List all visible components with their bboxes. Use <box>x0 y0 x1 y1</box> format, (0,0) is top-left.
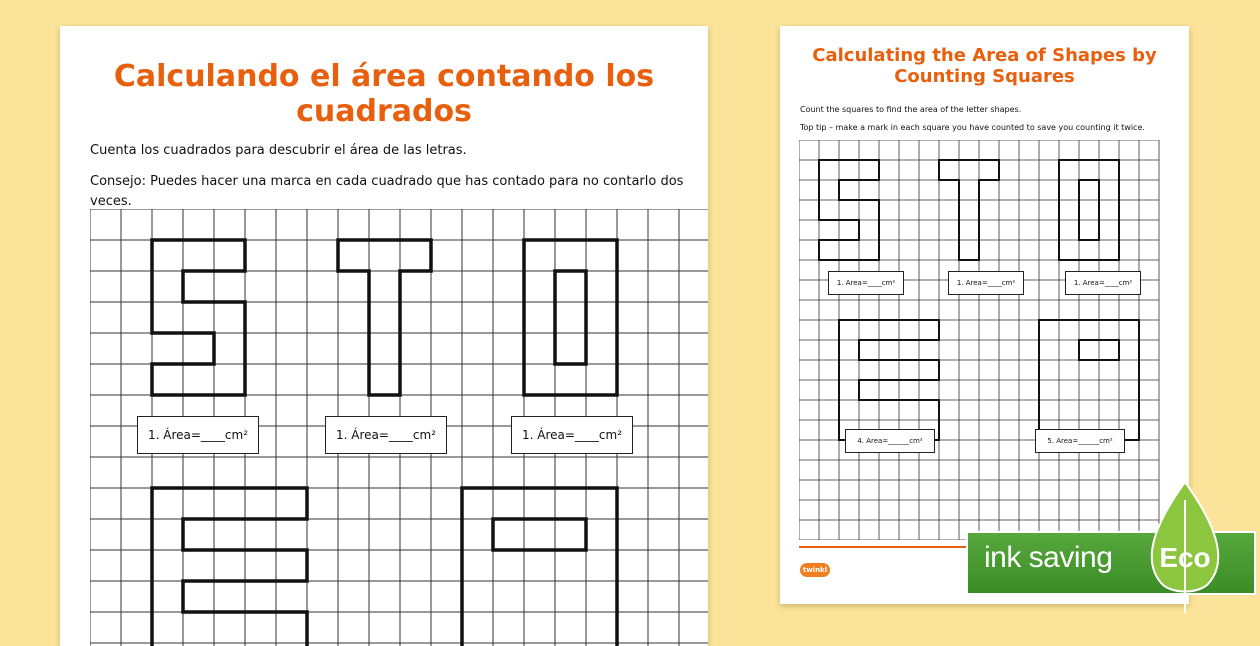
letter-shape-outline <box>524 240 617 395</box>
area-answer-box: 4. Area=______cm² <box>845 429 935 453</box>
eco-label: Eco <box>1159 542 1211 573</box>
tip-text: Consejo: Puedes hacer una marca en cada cuadrado que has contado para no contarlo dos veces. <box>90 174 684 209</box>
letter-shape-outline <box>819 160 879 260</box>
letter-shape-outline <box>462 488 617 646</box>
letter-shape-outline <box>939 160 999 260</box>
twinkl-logo: twinkl <box>800 563 830 577</box>
square-grid <box>799 140 1174 540</box>
letter-shape-outline <box>152 488 307 646</box>
area-answer-box: 1. Area=____cm² <box>828 271 904 295</box>
letter-shape-outline <box>493 519 586 550</box>
instruction-text: Cuenta los cuadrados para descubrir el área de las letras. <box>90 143 467 158</box>
letter-shape-outline <box>338 240 431 395</box>
instruction-text: Count the squares to find the area of the letter shapes. <box>800 105 1022 114</box>
area-answer-box: 1. Área=____cm² <box>511 416 633 454</box>
letter-shape-outline <box>555 271 586 364</box>
letter-shape-outline <box>152 240 245 395</box>
area-answer-box: 5. Area=______cm² <box>1035 429 1125 453</box>
letter-shape-outline <box>1059 160 1119 260</box>
area-answer-box: 1. Area=____cm² <box>1065 271 1141 295</box>
tip-text: Top tip – make a mark in each square you have counted to save you counting it twice. <box>800 123 1145 132</box>
worksheet-title: Calculating the Area of Shapes by Counting Squares <box>812 45 1157 87</box>
area-answer-box: 1. Área=____cm² <box>137 416 259 454</box>
ink-saving-label: ink saving <box>984 541 1113 574</box>
worksheet-title: Calculando el área contando los cuadrados <box>113 59 655 129</box>
worksheet-spanish <box>60 26 708 646</box>
letter-shape-outline <box>1079 180 1099 240</box>
area-answer-box: 1. Área=____cm² <box>325 416 447 454</box>
area-answer-box: 1. Area=____cm² <box>948 271 1024 295</box>
worksheet-english <box>780 26 1189 604</box>
